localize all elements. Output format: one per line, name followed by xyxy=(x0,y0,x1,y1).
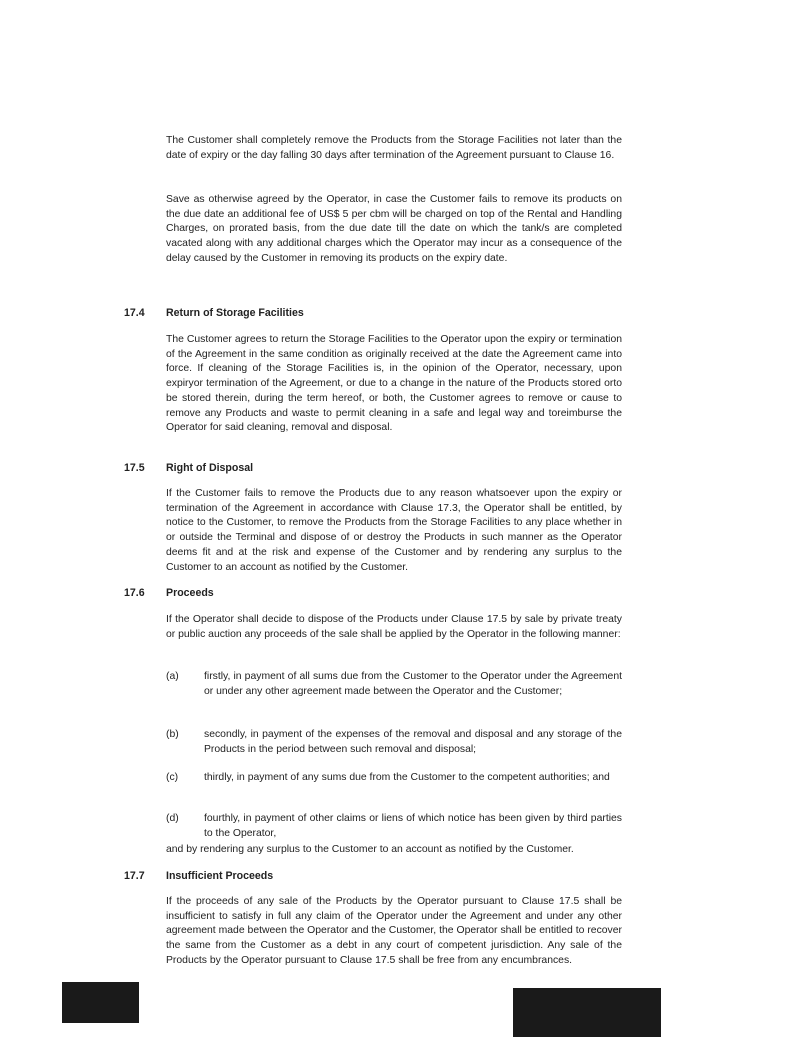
section-body: If the Operator shall decide to dispose of the Products under Clause 17.5 by sale by private treaty or public auction any proceeds of the sale shall be applied by the Operator in the following manner: xyxy=(166,614,622,640)
list-item-label: (a) xyxy=(166,671,179,682)
section-body: If the proceeds of any sale of the Products by the Operator pursuant to Clause 17.5 shall be insufficient to satisfy in full any claim of the Operator under the Agreement and under any other agreement made between the Operator and the Customer, the Operator shall be entitled to recover the same from the Customer as a debt in any court of competent jurisdiction. Any sale of the Products by the Operator pursuant to Clause 17.5 shall be free from any encumbrances. xyxy=(166,896,622,966)
section-closing: and by rendering any surplus to the Customer to an account as notified by the Customer. xyxy=(166,844,574,855)
paragraph-removal-deadline: The Customer shall completely remove the Products from the Storage Facilities not later than the date of expiry or the day falling 30 days after termination of the Agreement pursuant to Clause 16. xyxy=(166,135,622,161)
list-item-label: (d) xyxy=(166,813,179,824)
redaction-block-left xyxy=(62,982,139,1023)
section-number: 17.6 xyxy=(124,587,145,599)
list-item: fourthly, in payment of other claims or liens of which notice has been given by third parties to the Operator, xyxy=(204,813,622,839)
section-body: The Customer agrees to return the Storage Facilities to the Operator upon the expiry or termination of the Agreement in the same condition as originally received at the date the Agreement came into force. If cleaning of the Storage Facilities is, in the opinion of the Operator, necessary, upon expiryor termination of the Agreement, or due to a change in the nature of the Products stored orto be stored therein, during the term hereof, or both, the Customer agrees to remove or cause to remove any Products and waste to permit cleaning in a safe and legal way and toreimburse the Operator for said cleaning, removal and disposal. xyxy=(166,334,622,434)
list-item: thirdly, in payment of any sums due from the Customer to the competent authorities; and xyxy=(204,772,610,783)
list-item-label: (c) xyxy=(166,772,179,783)
list-item: secondly, in payment of the expenses of the removal and disposal and any storage of the Products in the period between such removal and disposal; xyxy=(204,729,622,755)
section-title: Insufficient Proceeds xyxy=(166,870,274,882)
section-title: Return of Storage Facilities xyxy=(166,307,304,319)
section-number: 17.7 xyxy=(124,870,145,882)
section-number: 17.5 xyxy=(124,462,145,474)
section-title: Right of Disposal xyxy=(166,462,254,474)
section-number: 17.4 xyxy=(124,307,145,319)
redaction-block-right xyxy=(513,988,661,1037)
section-title: Proceeds xyxy=(166,587,214,599)
list-item-label: (b) xyxy=(166,729,179,740)
list-item: firstly, in payment of all sums due from the Customer to the Operator under the Agreement or under any other agreement made between the Operator and the Customer; xyxy=(204,671,622,697)
section-body: If the Customer fails to remove the Products due to any reason whatsoever upon the expiry or termination of the Agreement in accordance with Clause 17.3, the Operator shall be entitled, by notice to the Customer, to remove the Products from the Storage Facilities to any place whether in or outside the Terminal and dispose of or destroy the Products in such manner as the Operator deems fit and at the risk and expense of the Customer and by rendering any surplus to the Customer to an account as notified by the Customer. xyxy=(166,488,622,573)
paragraph-additional-fee: Save as otherwise agreed by the Operator, in case the Customer fails to remove its products on the due date an additional fee of US$ 5 per cbm will be charged on top of the Rental and Handling Charges, on prorated basis, from the due date till the date on which the tank/s are completed vacated along with any additional charges which the Operator may incur as a consequence of the delay caused by the Customer in removing its products on the expiry date. xyxy=(166,194,622,264)
